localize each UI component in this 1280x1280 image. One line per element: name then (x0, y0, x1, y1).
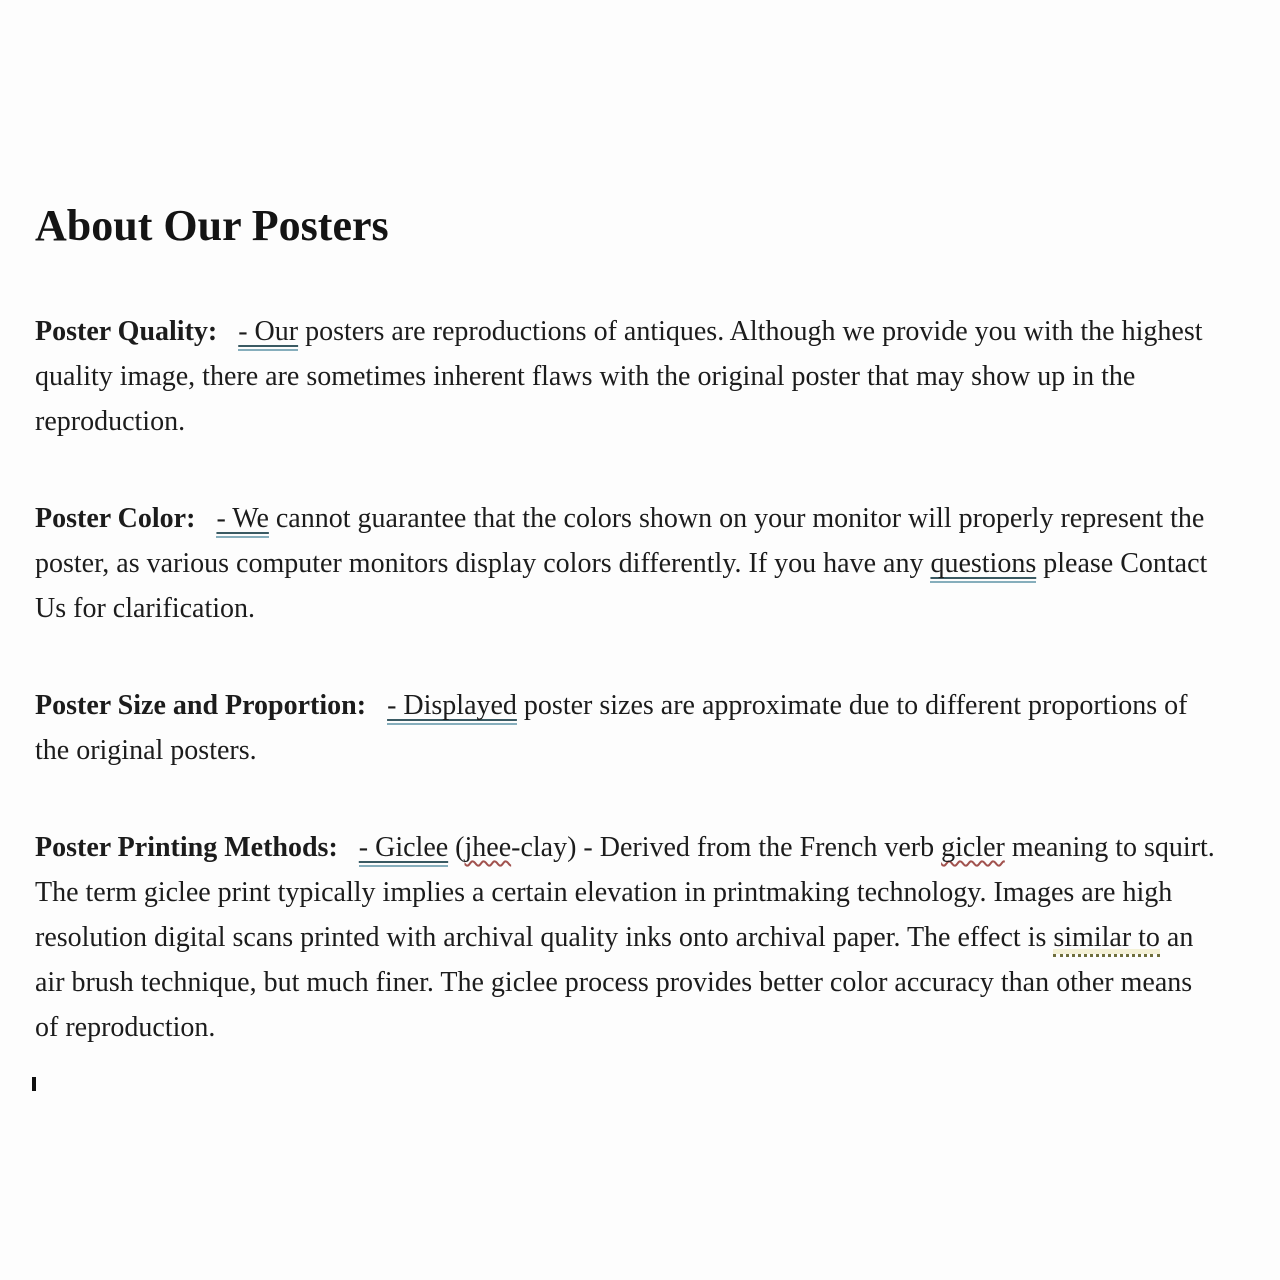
size-link[interactable]: - Displayed (387, 690, 517, 725)
misspelled-word-gicler: gicler (941, 832, 1005, 863)
document-body (35, 309, 1220, 1050)
grammar-suggestion: similar to (1053, 922, 1160, 957)
paragraph (35, 309, 1220, 444)
body-text: -clay) - Derived from the French verb (511, 832, 942, 863)
body-text: ( (448, 832, 465, 863)
body-text: please Contact Us for clarification. (35, 548, 1208, 624)
body-text: poster sizes are approximate due to different proportions of the original posters. (35, 690, 1188, 766)
body-text: posters are reproductions of antiques. Although we provide you with the highest quality image, there are sometimes inherent flaws with the original poster that may show up in the reproduction. (35, 316, 1203, 437)
body-text: cannot guarantee that the colors shown on your monitor will properly represent the poster, as various computer monitors display colors differently. If you have any (35, 503, 1205, 579)
color-link[interactable]: - We (216, 503, 268, 538)
questions-link[interactable]: questions (930, 548, 1036, 583)
quality-link[interactable]: - Our (238, 316, 298, 351)
body-text (217, 316, 238, 347)
document-content (35, 198, 1220, 1102)
paragraph (35, 683, 1220, 773)
body-text (195, 503, 216, 534)
body-text: meaning to squirt. The term giclee print typically implies a certain elevation in printmaking technology. Images are high resolution digital scans printed with archival quality inks onto archival paper. The effect is (35, 832, 1215, 953)
page-title: About Our Posters (35, 201, 389, 250)
body-text (338, 832, 359, 863)
text-cursor-mark (32, 1077, 36, 1091)
misspelled-word-jhee: jhee (464, 832, 512, 863)
printing-link[interactable]: - Giclee (359, 832, 448, 867)
paragraph (35, 825, 1220, 1050)
body-text (366, 690, 387, 721)
section-label-quality: Poster Quality: (35, 316, 218, 347)
section-label-printing: Poster Printing Methods: (35, 832, 338, 863)
body-text: an air brush technique, but much finer. The giclee process provides better color accuracy than other means of reproduction. (35, 922, 1194, 1043)
section-label-color: Poster Color: (35, 503, 196, 534)
section-label-size: Poster Size and Proportion: (35, 690, 367, 721)
paragraph (35, 496, 1220, 631)
